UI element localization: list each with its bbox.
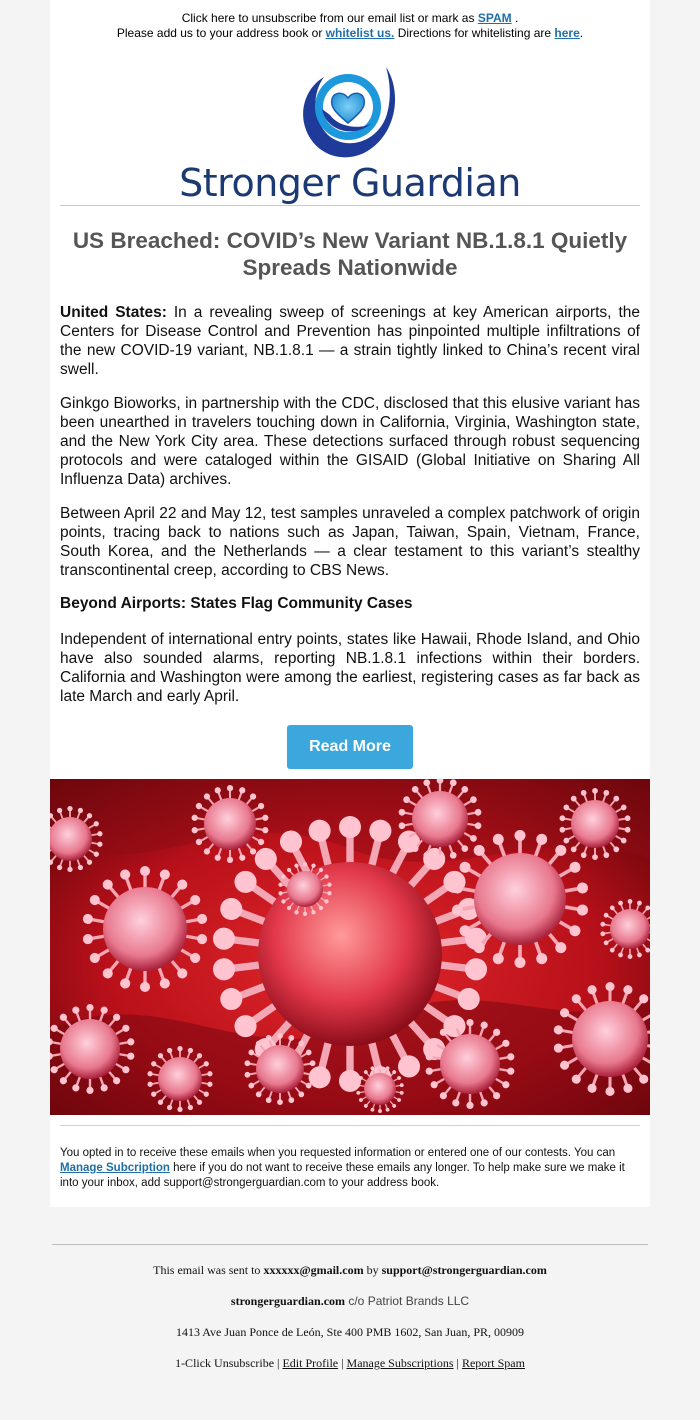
virus-hero-image[interactable] xyxy=(50,779,650,1115)
footer-address: 1413 Ave Juan Ponce de León, Ste 400 PMB 1602, San Juan, PR, 00909 xyxy=(175,1325,525,1339)
brand-name: Stronger Guardian xyxy=(179,161,521,205)
brand-logo[interactable] xyxy=(50,57,650,205)
article-paragraph-2: Ginkgo Bioworks, in partnership with the CDC, disclosed that this elusive variant has been unearthed in travelers touching down in California, Virginia, Washington state, and the New York City area. These detections surfaced through robust sequencing protocols and were cataloged within the GISAID (Global Initiative on Sharing All Influenza Data) archives. xyxy=(60,395,640,488)
unsubscribe-notice: Click here to unsubscribe from our email list or mark as SPAM . Please add us to your address book or whitelist us. Directions for whitelisting are here. xyxy=(116,11,584,40)
article-paragraph-1: United States: In a revealing sweep of screenings at key American airports, the Centers for Disease Control and Prevention has pinpointed multiple infiltrations of the new COVID-19 variant, NB.1.8.1 — a strain tightly linked to China’s recent viral swell. xyxy=(60,304,640,378)
footer-divider xyxy=(52,1244,648,1245)
whitelist-directions-link[interactable]: here xyxy=(554,26,580,40)
manage-subscriptions-link[interactable]: Manage Subscriptions xyxy=(346,1356,454,1370)
article-subhead: Beyond Airports: States Flag Community Cases xyxy=(60,595,413,612)
divider-2 xyxy=(60,1125,640,1126)
opt-in-notice: You opted in to receive these emails when you requested information or entered one of our contests. You can Manage Subcription here if you do not want to receive these emails any longer. To help make sure we make it into your inbox, add support@strongerguardian.com to your address book. xyxy=(60,1147,625,1189)
cta-container xyxy=(50,725,650,769)
article-paragraph-4: Independent of international entry points, states like Hawaii, Rhode Island, and Ohio have also sounded alarms, reporting NB.1.8.1 infections within their borders. California and Washington were among the earliest, registering cases as far back as late March and early April. xyxy=(60,631,640,705)
manage-subscription-link[interactable]: Manage Subcription xyxy=(60,1162,170,1174)
footer xyxy=(0,1262,700,1386)
edit-profile-link[interactable]: Edit Profile xyxy=(282,1356,339,1370)
article-headline: US Breached: COVID’s New Variant NB.1.8.1 Quietly Spreads Nationwide xyxy=(72,228,628,280)
spam-link[interactable]: SPAM xyxy=(477,11,512,25)
footer-sent-line: This email was sent to xxxxxx@gmail.com by support@strongerguardian.com xyxy=(153,1263,547,1277)
footer-links: 1-Click Unsubscribe | Edit Profile | Manage Subscriptions | Report Spam xyxy=(175,1356,525,1370)
whitelist-link[interactable]: whitelist us. xyxy=(325,26,395,40)
heart-hand-logo-icon xyxy=(298,57,402,161)
read-more-button[interactable]: Read More xyxy=(287,725,413,769)
email-card xyxy=(50,0,650,1207)
footer-company-line: strongerguardian.com c/o Patriot Brands LLC xyxy=(230,1294,470,1308)
divider xyxy=(60,205,640,206)
report-spam-link[interactable]: Report Spam xyxy=(461,1356,525,1370)
article-paragraph-3: Between April 22 and May 12, test samples unraveled a complex patchwork of origin points, tracing back to nations such as Japan, Taiwan, Spain, Vietnam, France, South Korea, and the Netherlands — a clear testament to this variant’s stealthy transcontinental creep, according to CBS News. xyxy=(60,505,640,579)
one-click-unsubscribe[interactable]: 1-Click Unsubscribe xyxy=(175,1356,275,1370)
